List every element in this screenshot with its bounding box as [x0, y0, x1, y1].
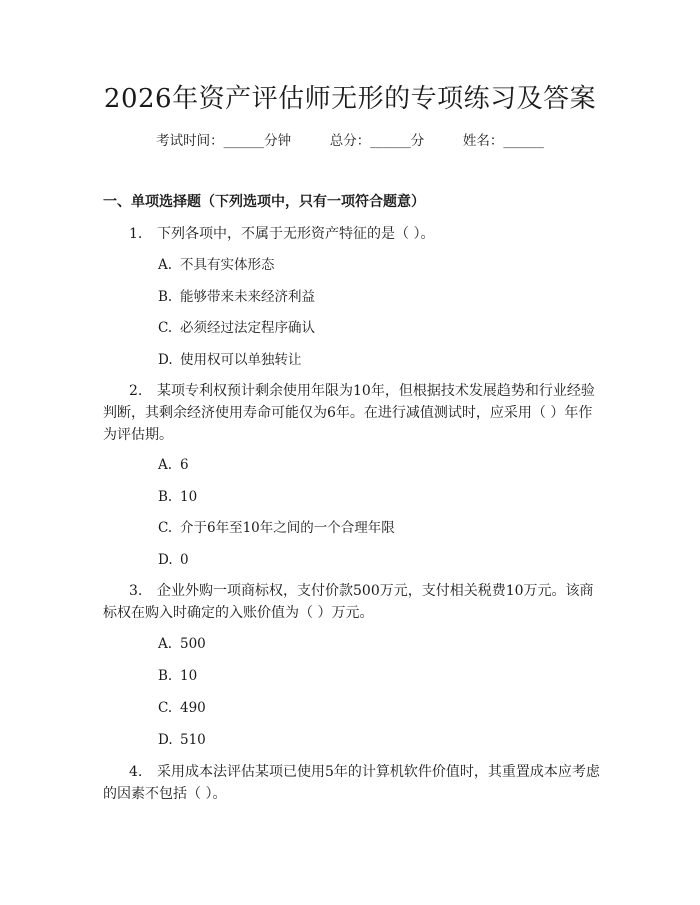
- question-line: 为评估期。: [103, 427, 173, 443]
- question-text: 某项专利权预计剩余使用年限为10年，但根据技术发展趋势和行业经验: [157, 383, 595, 399]
- option-text: 510: [180, 732, 206, 748]
- option-letter: D.: [158, 732, 173, 748]
- question-text: 采用成本法评估某项已使用5年的计算机软件价值时，其重置成本应考虑: [157, 764, 600, 780]
- question-text: 下列各项中，不属于无形资产特征的是（ ）。: [157, 226, 435, 242]
- option-letter: A.: [158, 636, 173, 652]
- question-2-option-d: [158, 550, 189, 570]
- total-score-field: 总分：______分: [329, 133, 425, 149]
- option-letter: A.: [158, 257, 173, 273]
- question-number: 1.: [129, 226, 143, 242]
- question-2: [103, 380, 605, 446]
- option-text: 必须经过法定程序确认: [180, 320, 315, 336]
- option-text: 能够带来未来经济利益: [180, 289, 315, 305]
- question-number: 4.: [129, 764, 143, 780]
- name-field: 姓名：______: [462, 133, 544, 149]
- question-text: 企业外购一项商标权，支付价款500万元，支付相关税费10万元。该商: [157, 583, 594, 599]
- option-letter: C.: [158, 320, 173, 336]
- option-text: 0: [180, 552, 189, 568]
- exam-meta: [0, 131, 700, 151]
- question-line: [103, 380, 605, 402]
- question-line: 的因素不包括（ ）。: [103, 786, 227, 802]
- question-line: 标权在购入时确定的入账价值为（ ）万元。: [103, 605, 374, 621]
- option-text: 500: [180, 636, 206, 652]
- question-number: 3.: [129, 583, 143, 599]
- question-1-option-d: [158, 350, 302, 370]
- option-text: 10: [180, 489, 198, 505]
- question-1-option-a: [158, 255, 275, 275]
- option-text: 使用权可以单独转让: [180, 352, 302, 368]
- option-text: 10: [180, 668, 198, 684]
- question-3-option-a: [158, 634, 206, 654]
- question-line: [103, 580, 605, 602]
- exam-time-field: 考试时间：______分钟: [156, 133, 292, 149]
- question-2-option-b: [158, 487, 197, 507]
- option-text: 490: [180, 700, 206, 716]
- question-1: [103, 223, 605, 245]
- question-3-option-b: [158, 666, 197, 686]
- option-text: 介于6年至10年之间的一个合理年限: [180, 520, 395, 536]
- option-letter: C.: [158, 520, 173, 536]
- question-3-option-d: [158, 730, 206, 750]
- question-2-option-a: [158, 455, 189, 475]
- question-2-option-c: [158, 518, 395, 538]
- question-line: 判断，其剩余经济使用寿命可能仅为6年。在进行减值测试时，应采用（ ）年作: [103, 405, 593, 421]
- question-line: [103, 761, 605, 783]
- option-letter: D.: [158, 352, 173, 368]
- option-letter: D.: [158, 552, 173, 568]
- page-title: 2026年资产评估师无形的专项练习及答案: [103, 84, 597, 114]
- option-letter: A.: [158, 457, 173, 473]
- option-text: 6: [180, 457, 189, 473]
- question-1-option-c: [158, 318, 315, 338]
- question-3-option-c: [158, 698, 206, 718]
- option-text: 不具有实体形态: [180, 257, 275, 273]
- section-heading: 一、单项选择题（下列选项中，只有一项符合题意）: [103, 194, 425, 210]
- question-4: [103, 761, 605, 805]
- question-number: 2.: [129, 383, 143, 399]
- option-letter: B.: [158, 289, 173, 305]
- question-1-option-b: [158, 287, 315, 307]
- option-letter: C.: [158, 700, 173, 716]
- option-letter: B.: [158, 489, 173, 505]
- option-letter: B.: [158, 668, 173, 684]
- question-3: [103, 580, 605, 624]
